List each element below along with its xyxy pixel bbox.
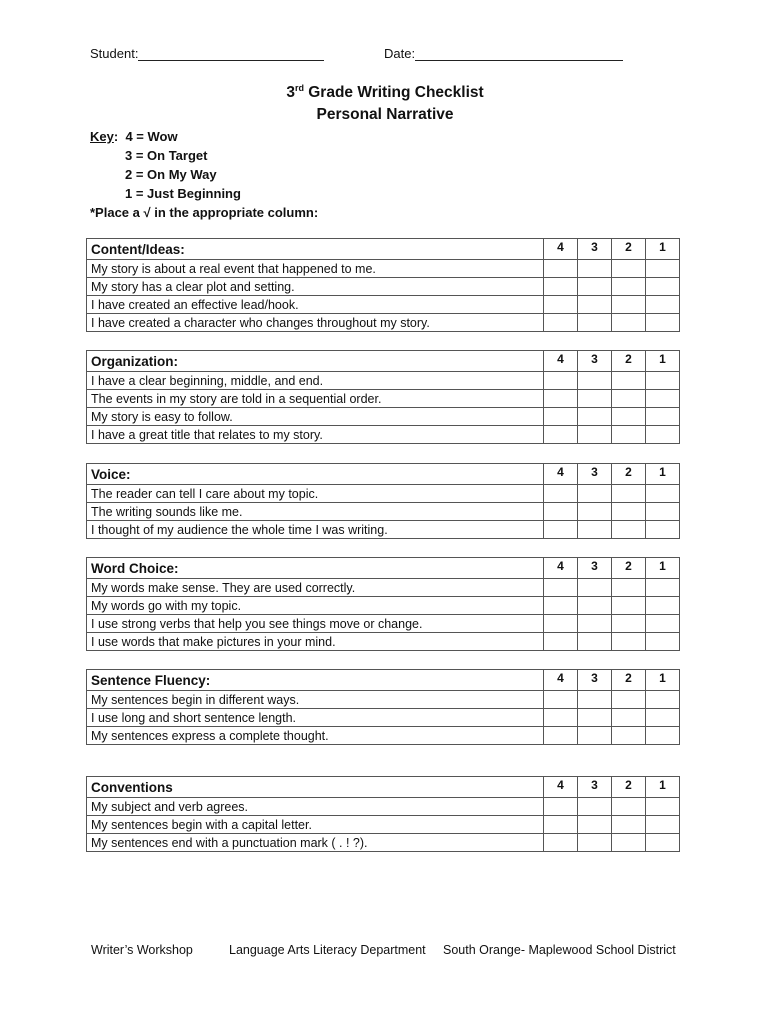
checklist-item: The events in my story are told in a sequential order. [87,390,544,408]
checklist-item: My sentences begin with a capital letter. [87,816,544,834]
checklist-item: My words make sense. They are used correctly. [87,579,544,597]
checklist-section [86,669,680,745]
footer-left: Writer’s Workshop [91,943,193,957]
score-check-cell[interactable] [646,408,680,426]
score-column-header: 4 [544,777,578,798]
score-check-cell[interactable] [612,834,646,852]
key-item: 1 = Just Beginning [125,186,241,201]
score-check-cell[interactable] [646,709,680,727]
score-check-cell[interactable] [646,691,680,709]
checklist-row [87,798,680,816]
checklist-item: I thought of my audience the whole time I was writing. [87,521,544,539]
score-check-cell[interactable] [612,408,646,426]
score-check-cell[interactable] [578,691,612,709]
checklist-item: My sentences begin in different ways. [87,691,544,709]
score-column-header: 1 [646,464,680,485]
score-check-cell[interactable] [544,798,578,816]
date-blank-line[interactable] [415,47,623,61]
score-check-cell[interactable] [578,408,612,426]
score-check-cell[interactable] [544,691,578,709]
score-check-cell[interactable] [578,798,612,816]
score-check-cell[interactable] [646,278,680,296]
score-check-cell[interactable] [612,597,646,615]
title-rest: Grade Writing Checklist [303,84,484,102]
score-check-cell[interactable] [544,314,578,332]
score-check-cell[interactable] [578,260,612,278]
student-field [90,46,324,61]
score-check-cell[interactable] [578,521,612,539]
checklist-item: My story is about a real event that happened to me. [87,260,544,278]
checklist-item: My story is easy to follow. [87,408,544,426]
checklist-row [87,579,680,597]
score-check-cell[interactable] [646,260,680,278]
section-heading: Conventions [87,777,544,798]
score-check-cell[interactable] [544,709,578,727]
checklist-item: The reader can tell I care about my topic. [87,485,544,503]
score-check-cell[interactable] [646,816,680,834]
checklist-item: I have a great title that relates to my story. [87,426,544,444]
score-column-header: 1 [646,351,680,372]
score-check-cell[interactable] [578,426,612,444]
score-check-cell[interactable] [646,372,680,390]
score-check-cell[interactable] [544,521,578,539]
score-check-cell[interactable] [544,816,578,834]
score-check-cell[interactable] [612,579,646,597]
checklist-row [87,727,680,745]
score-check-cell[interactable] [578,615,612,633]
score-column-header: 1 [646,558,680,579]
score-check-cell[interactable] [612,278,646,296]
checklist-row [87,390,680,408]
checklist-item: I have a clear beginning, middle, and end. [87,372,544,390]
score-check-cell[interactable] [646,296,680,314]
key-colon: : [113,129,119,144]
section-heading: Word Choice: [87,558,544,579]
section-heading: Organization: [87,351,544,372]
checklist-row [87,816,680,834]
score-check-cell[interactable] [544,834,578,852]
checklist-item: My sentences end with a punctuation mark ( . ! ?). [87,834,544,852]
score-check-cell[interactable] [646,633,680,651]
score-check-cell[interactable] [612,798,646,816]
score-check-cell[interactable] [544,408,578,426]
score-check-cell[interactable] [544,597,578,615]
score-check-cell[interactable] [646,615,680,633]
score-column-header: 3 [578,777,612,798]
checklist-row [87,278,680,296]
page-subtitle: Personal Narrative [316,106,454,123]
checklist-item: The writing sounds like me. [87,503,544,521]
score-check-cell[interactable] [578,816,612,834]
score-check-cell[interactable] [646,727,680,745]
score-check-cell[interactable] [578,633,612,651]
score-check-cell[interactable] [646,426,680,444]
score-column-header: 3 [578,351,612,372]
key-label: Key [90,129,114,144]
checklist-item: I use long and short sentence length. [87,709,544,727]
checklist-row [87,503,680,521]
checklist-item: I have created a character who changes throughout my story. [87,314,544,332]
score-check-cell[interactable] [544,633,578,651]
score-column-header: 2 [612,670,646,691]
date-label: Date: [384,46,416,61]
checklist-row [87,372,680,390]
score-check-cell[interactable] [646,521,680,539]
checklist-row [87,615,680,633]
score-check-cell[interactable] [578,485,612,503]
score-check-cell[interactable] [544,260,578,278]
rating-key [90,127,318,222]
score-column-header: 1 [646,670,680,691]
score-check-cell[interactable] [578,278,612,296]
title-grade-suffix: rd [294,83,304,93]
score-check-cell[interactable] [544,426,578,444]
score-check-cell[interactable] [544,503,578,521]
score-check-cell[interactable] [544,727,578,745]
score-check-cell[interactable] [612,426,646,444]
checklist-row [87,633,680,651]
checklist-row [87,521,680,539]
checklist-row [87,709,680,727]
score-check-cell[interactable] [578,296,612,314]
score-check-cell[interactable] [612,709,646,727]
score-check-cell[interactable] [544,372,578,390]
score-column-header: 4 [544,351,578,372]
checklist-item: My sentences express a complete thought. [87,727,544,745]
score-column-header: 2 [612,239,646,260]
score-column-header: 2 [612,777,646,798]
score-column-header: 4 [544,558,578,579]
footer-right: South Orange- Maplewood School District [443,943,676,957]
student-blank-line[interactable] [138,47,324,61]
score-check-cell[interactable] [612,296,646,314]
score-column-header: 2 [612,351,646,372]
section-heading: Sentence Fluency: [87,670,544,691]
score-check-cell[interactable] [544,615,578,633]
checklist-section [86,463,680,539]
checklist-row [87,597,680,615]
score-check-cell[interactable] [578,503,612,521]
score-column-header: 1 [646,777,680,798]
score-check-cell[interactable] [578,597,612,615]
page-title [0,83,770,102]
score-column-header: 4 [544,464,578,485]
score-column-header: 4 [544,670,578,691]
checklist-item: I have created an effective lead/hook. [87,296,544,314]
title-grade: 3 [286,84,295,102]
score-check-cell[interactable] [646,579,680,597]
score-check-cell[interactable] [646,314,680,332]
score-column-header: 3 [578,670,612,691]
score-check-cell[interactable] [612,390,646,408]
score-column-header: 3 [578,239,612,260]
checklist-section [86,350,680,444]
score-check-cell[interactable] [646,798,680,816]
checklist-row [87,260,680,278]
score-check-cell[interactable] [612,691,646,709]
checklist-item: I use words that make pictures in your mind. [87,633,544,651]
date-field [384,46,623,61]
checklist-row [87,485,680,503]
score-check-cell[interactable] [544,485,578,503]
score-check-cell[interactable] [612,816,646,834]
score-check-cell[interactable] [612,372,646,390]
score-check-cell[interactable] [612,615,646,633]
checklist-row [87,408,680,426]
score-check-cell[interactable] [578,709,612,727]
score-column-header: 2 [612,558,646,579]
checklist-row [87,834,680,852]
checklist-item: My subject and verb agrees. [87,798,544,816]
checklist-row [87,296,680,314]
score-check-cell[interactable] [578,372,612,390]
score-check-cell[interactable] [544,278,578,296]
score-check-cell[interactable] [646,503,680,521]
score-check-cell[interactable] [578,834,612,852]
checklist-item: I use strong verbs that help you see things move or change. [87,615,544,633]
checklist-section [86,557,680,651]
key-instruction: *Place a √ in the appropriate column: [90,205,319,220]
score-column-header: 3 [578,558,612,579]
score-check-cell[interactable] [646,390,680,408]
checklist-row [87,426,680,444]
checklist-section [86,238,680,332]
score-check-cell[interactable] [578,579,612,597]
score-column-header: 1 [646,239,680,260]
student-label: Student: [90,46,139,61]
section-heading: Voice: [87,464,544,485]
score-column-header: 3 [578,464,612,485]
score-check-cell[interactable] [544,390,578,408]
score-check-cell[interactable] [612,503,646,521]
checklist-row [87,314,680,332]
score-check-cell[interactable] [646,485,680,503]
score-check-cell[interactable] [612,727,646,745]
score-column-header: 2 [612,464,646,485]
key-item: 3 = On Target [125,148,208,163]
score-check-cell[interactable] [646,597,680,615]
score-check-cell[interactable] [578,314,612,332]
score-check-cell[interactable] [578,390,612,408]
score-check-cell[interactable] [578,727,612,745]
score-check-cell[interactable] [544,579,578,597]
score-check-cell[interactable] [612,314,646,332]
checklist-row [87,691,680,709]
score-column-header: 4 [544,239,578,260]
checklist-section [86,776,680,852]
score-check-cell[interactable] [646,834,680,852]
footer-center: Language Arts Literacy Department [229,943,426,957]
score-check-cell[interactable] [612,260,646,278]
checklist-item: My story has a clear plot and setting. [87,278,544,296]
checklist-item: My words go with my topic. [87,597,544,615]
key-item: 4 = Wow [125,129,178,144]
section-heading: Content/Ideas: [87,239,544,260]
score-check-cell[interactable] [612,485,646,503]
score-check-cell[interactable] [612,521,646,539]
key-item: 2 = On My Way [125,167,217,182]
score-check-cell[interactable] [544,296,578,314]
score-check-cell[interactable] [612,633,646,651]
